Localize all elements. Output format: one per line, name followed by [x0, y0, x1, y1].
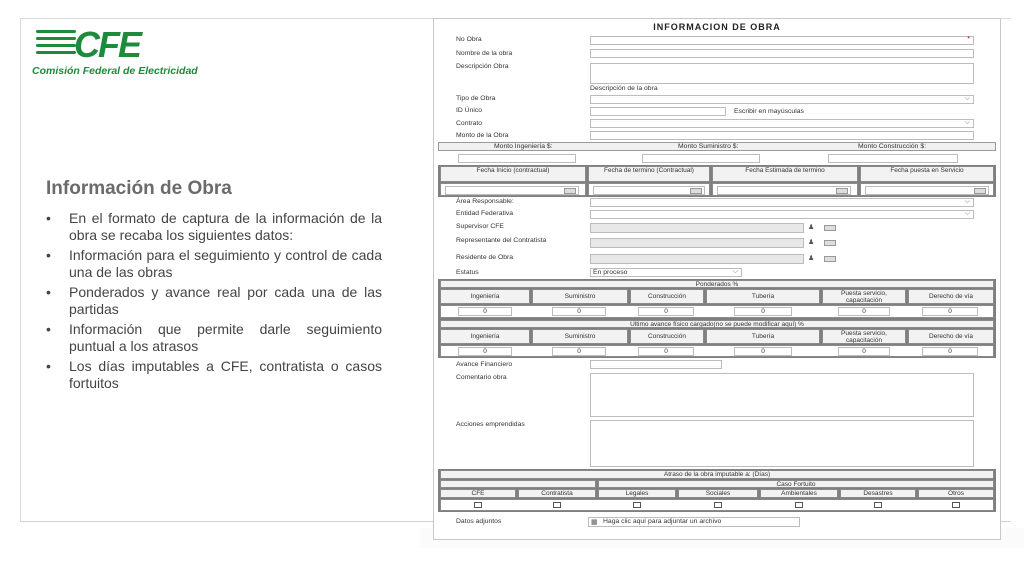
fecha-termino-header: Fecha de termino (Contractual): [588, 166, 710, 182]
fecha-cell: [712, 183, 858, 196]
label-representante: Representante del Contratista: [456, 237, 547, 244]
avance-row: [440, 345, 994, 357]
ponderado-input[interactable]: 0: [552, 307, 606, 316]
area-select[interactable]: [590, 198, 974, 207]
label-acciones: Acciones emprendidas: [456, 421, 525, 428]
avance-financiero-input[interactable]: [590, 360, 722, 369]
atraso-col-header: Desastres: [840, 489, 916, 498]
label-monto: Monto de la Obra: [456, 132, 509, 139]
comentario-textarea[interactable]: [590, 373, 974, 417]
partida-header: Suministro: [532, 329, 628, 344]
partida-header: Puesta servicio, capacitación: [822, 329, 906, 344]
chevron-down-icon: ⌵: [964, 198, 970, 205]
label-area: Área Responsable:: [456, 198, 514, 205]
avance-title: Último avance físico cargado(no se puede modificar aquí) %: [440, 320, 994, 328]
monto-ingenieria-input[interactable]: [458, 154, 576, 163]
atraso-otros-checkbox[interactable]: [952, 502, 960, 508]
monto-construccion-label: Monto Construcción $:: [858, 143, 927, 150]
residente-input[interactable]: [590, 254, 804, 264]
adjuntar-label: Haga clic aquí para adjuntar un archivo: [603, 518, 722, 525]
atraso-sociales-checkbox[interactable]: [714, 502, 722, 508]
bullet-list: [46, 210, 382, 395]
ponderados-row: [440, 305, 994, 318]
ponderado-input[interactable]: 0: [838, 307, 890, 316]
label-tipo: Tipo de Obra: [456, 95, 496, 102]
acciones-textarea[interactable]: [590, 420, 974, 467]
partida-header: Construcción: [630, 289, 704, 304]
logo-subtitle: Comisión Federal de Electricidad: [32, 65, 198, 77]
slide-title: Información de Obra: [46, 178, 232, 199]
ponderado-input[interactable]: 0: [734, 307, 792, 316]
supervisor-input[interactable]: [590, 223, 804, 233]
form-header: INFORMACION DE OBRA: [653, 22, 781, 32]
atraso-col-header: Ambientales: [760, 489, 838, 498]
label-entidad: Entidad Federativa: [456, 210, 514, 217]
atraso-legales-checkbox[interactable]: [633, 502, 641, 508]
avance-value: 0: [734, 347, 792, 356]
partida-header: Construcción: [630, 329, 704, 344]
fecha-inicio-header: Fecha Inicio (contractual): [440, 166, 586, 182]
label-id-unico: ID Único: [456, 107, 483, 114]
partida-header: Suministro: [532, 289, 628, 304]
label-descripcion: Descripción Obra: [456, 63, 509, 70]
fecha-estimada-header: Fecha Estimada de termino: [712, 166, 858, 182]
fecha-termino-input[interactable]: [593, 186, 705, 195]
partida-header: Tubería: [706, 289, 820, 304]
entidad-select[interactable]: [590, 210, 974, 219]
avance-value: 0: [552, 347, 606, 356]
label-no-obra: No Obra: [456, 36, 482, 43]
chevron-down-icon: ⌵: [964, 95, 970, 102]
bullet-item: • Ponderados y avance real por cada una de las partidas: [46, 284, 382, 318]
label-contrato: Contrato: [456, 120, 483, 127]
ponderados-band: [438, 279, 996, 319]
estatus-select[interactable]: [590, 268, 742, 277]
avance-band: [438, 319, 996, 358]
obra-form-panel: [433, 18, 1001, 540]
calendar-icon[interactable]: [974, 188, 986, 194]
cfe-logo: [28, 22, 210, 80]
atraso-ambientales-checkbox[interactable]: [795, 502, 803, 508]
required-mark-icon: *: [967, 36, 970, 43]
atraso-col-header: Contratista: [518, 489, 596, 498]
monto-suministro-label: Monto Suministro $:: [678, 143, 739, 150]
bullet-item: • Los días imputables a CFE, contratista o casos fortuitos: [46, 358, 382, 392]
atraso-band: [438, 469, 996, 512]
logo-lines-icon: [36, 30, 76, 58]
partida-header: Ingeniería: [440, 329, 530, 344]
label-datos-adjuntos: Datos adjuntos: [456, 518, 502, 525]
monto-construccion-input[interactable]: [828, 154, 958, 163]
fecha-puesta-header: Fecha puesta en Servicio: [860, 166, 994, 182]
atraso-blank-header: [440, 480, 596, 488]
fecha-cell: [440, 183, 586, 196]
ponderados-title: Ponderados %: [440, 280, 994, 288]
label-nombre: Nombre de la obra: [456, 50, 513, 57]
label-estatus: Estatus: [456, 269, 479, 276]
adjuntar-archivo-button[interactable]: [588, 517, 800, 527]
address-book-icon[interactable]: [824, 240, 836, 246]
ponderado-input[interactable]: 0: [638, 307, 694, 316]
montos-band: [438, 142, 996, 164]
fecha-inicio-input[interactable]: [445, 186, 579, 195]
monto-ingenieria-label: Monto Ingeniería $:: [494, 143, 553, 150]
atraso-col-header: Otros: [918, 489, 994, 498]
address-book-icon[interactable]: [824, 256, 836, 262]
fechas-band: [438, 165, 996, 197]
tipo-obra-select[interactable]: [590, 95, 974, 104]
atraso-contratista-checkbox[interactable]: [553, 502, 561, 508]
ponderado-input[interactable]: 0: [458, 307, 512, 316]
partida-header: Tubería: [706, 329, 820, 344]
representante-input[interactable]: [590, 238, 804, 248]
bullet-item: • Información para el seguimiento y control de cada una de las obras: [46, 247, 382, 281]
partida-header: Puesta servicio, capacitación: [822, 289, 906, 304]
label-avance-financiero: Avance Financiero: [456, 361, 513, 368]
calendar-icon[interactable]: [836, 188, 848, 194]
people-picker-icon[interactable]: ♟: [808, 224, 815, 231]
label-residente: Residente de Obra: [456, 254, 514, 261]
atraso-col-header: Legales: [598, 489, 676, 498]
people-picker-icon[interactable]: ♟: [808, 239, 815, 246]
id-hint: Escribir en mayúsculas: [734, 108, 804, 115]
bullet-item: • En el formato de captura de la información de la obra se recaba los siguientes datos:: [46, 210, 382, 244]
monto-obra-input[interactable]: [590, 131, 974, 140]
address-book-icon[interactable]: [824, 225, 836, 231]
atraso-col-header: Sociales: [678, 489, 758, 498]
avance-value: 0: [838, 347, 890, 356]
chevron-down-icon: ⌵: [964, 119, 970, 126]
nombre-obra-input[interactable]: [590, 49, 974, 58]
label-supervisor: Supervisor CFE: [456, 223, 504, 230]
fecha-puesta-input[interactable]: [865, 186, 989, 195]
avance-value: 0: [638, 347, 694, 356]
atraso-cfe-checkbox[interactable]: [474, 502, 482, 508]
fecha-cell: [860, 183, 994, 196]
no-obra-input[interactable]: [590, 36, 974, 45]
id-unico-input[interactable]: [590, 107, 726, 116]
atraso-desastres-checkbox[interactable]: [874, 502, 882, 508]
fecha-cell: [588, 183, 710, 196]
contrato-select[interactable]: [590, 119, 974, 128]
ponderado-input[interactable]: 0: [922, 307, 978, 316]
descripcion-textarea[interactable]: [590, 63, 974, 84]
bullet-item: • Información que permite darle seguimiento puntual a los atrasos: [46, 321, 382, 355]
estatus-value: En proceso: [593, 269, 628, 276]
atraso-col-header: CFE: [440, 489, 516, 498]
chevron-down-icon: ⌵: [964, 210, 970, 217]
people-picker-icon[interactable]: ♟: [808, 255, 815, 262]
partida-header: Derecho de vía: [908, 289, 994, 304]
descripcion-hint: Descripción de la obra: [590, 85, 658, 92]
calendar-icon[interactable]: [690, 188, 702, 194]
caso-fortuito-header: Caso Fortuito: [598, 480, 994, 488]
atraso-title: Atraso de la obra imputable a: (Días): [440, 470, 994, 479]
calendar-icon[interactable]: [564, 188, 576, 194]
avance-value: 0: [458, 347, 512, 356]
avance-value: 0: [922, 347, 978, 356]
monto-suministro-input[interactable]: [642, 154, 760, 163]
attach-icon: ▦: [591, 519, 598, 526]
chevron-down-icon: ⌵: [732, 268, 738, 275]
logo-brand: CFE: [74, 24, 140, 65]
fecha-estimada-input[interactable]: [717, 186, 851, 195]
partida-header: Derecho de vía: [908, 329, 994, 344]
label-comentario: Comentario obra: [456, 374, 507, 381]
partida-header: Ingeniería: [440, 289, 530, 304]
